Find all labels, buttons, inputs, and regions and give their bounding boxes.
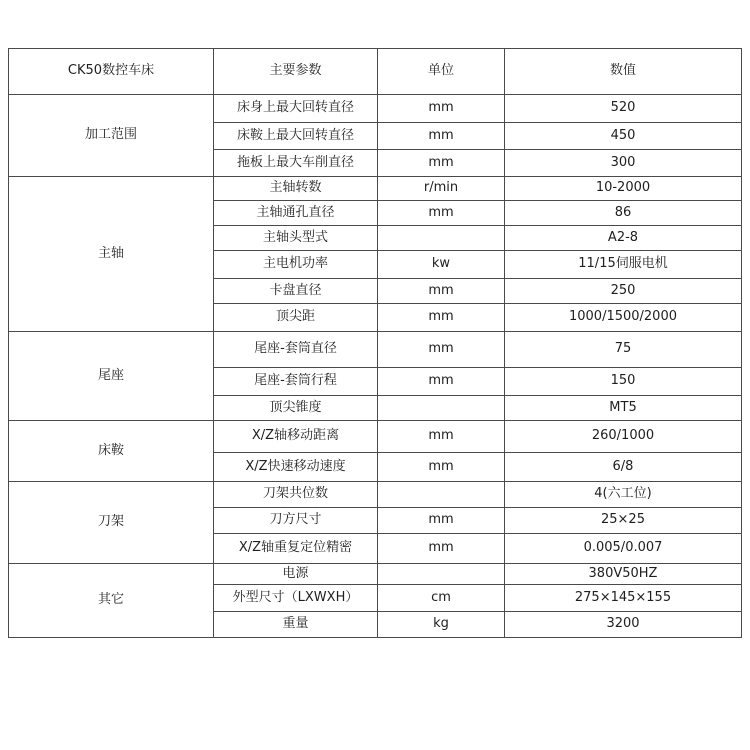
value-cell: 11/15伺服电机: [505, 251, 742, 279]
unit-cell: mm: [378, 279, 505, 304]
parameter-cell: 主轴头型式: [214, 226, 378, 251]
table-row: [9, 564, 742, 585]
unit-cell: mm: [378, 508, 505, 534]
unit-cell: mm: [378, 453, 505, 482]
unit-cell: kg: [378, 612, 505, 638]
header-machine-model: CK50数控车床: [9, 49, 214, 95]
value-cell: 380V50HZ: [505, 564, 742, 585]
value-cell: A2-8: [505, 226, 742, 251]
value-cell: 3200: [505, 612, 742, 638]
table-row: [9, 482, 742, 508]
header-value: 数值: [505, 49, 742, 95]
unit-cell: mm: [378, 368, 505, 396]
value-cell: 250: [505, 279, 742, 304]
value-cell: 450: [505, 123, 742, 150]
parameter-cell: X/Z轴移动距离: [214, 421, 378, 453]
unit-cell: [378, 564, 505, 585]
unit-cell: [378, 396, 505, 421]
value-cell: 6/8: [505, 453, 742, 482]
parameter-cell: 主轴转数: [214, 177, 378, 201]
parameter-cell: 顶尖距: [214, 304, 378, 332]
value-cell: 260/1000: [505, 421, 742, 453]
parameter-cell: 尾座-套筒直径: [214, 332, 378, 368]
value-cell: 275×145×155: [505, 585, 742, 612]
group-name-cell: 加工范围: [9, 95, 214, 177]
group-name-cell: 其它: [9, 564, 214, 638]
unit-cell: [378, 482, 505, 508]
parameter-cell: 重量: [214, 612, 378, 638]
parameter-cell: X/Z快速移动速度: [214, 453, 378, 482]
value-cell: 4(六工位): [505, 482, 742, 508]
group-name-cell: 主轴: [9, 177, 214, 332]
spec-table: [8, 48, 742, 638]
group-name-cell: 尾座: [9, 332, 214, 421]
parameter-cell: 电源: [214, 564, 378, 585]
header-unit: 单位: [378, 49, 505, 95]
table-row: [9, 95, 742, 123]
value-cell: 520: [505, 95, 742, 123]
table-row: [9, 421, 742, 453]
parameter-cell: 刀架共位数: [214, 482, 378, 508]
table-row: [9, 177, 742, 201]
parameter-cell: 床鞍上最大回转直径: [214, 123, 378, 150]
parameter-cell: 顶尖锥度: [214, 396, 378, 421]
unit-cell: mm: [378, 304, 505, 332]
value-cell: MT5: [505, 396, 742, 421]
spec-table-body: [9, 95, 742, 638]
parameter-cell: 主电机功率: [214, 251, 378, 279]
value-cell: 75: [505, 332, 742, 368]
unit-cell: kw: [378, 251, 505, 279]
parameter-cell: 卡盘直径: [214, 279, 378, 304]
table-header-row: [9, 49, 742, 95]
unit-cell: mm: [378, 123, 505, 150]
unit-cell: r/min: [378, 177, 505, 201]
parameter-cell: 拖板上最大车削直径: [214, 150, 378, 177]
parameter-cell: 刀方尺寸: [214, 508, 378, 534]
unit-cell: mm: [378, 534, 505, 564]
value-cell: 0.005/0.007: [505, 534, 742, 564]
value-cell: 1000/1500/2000: [505, 304, 742, 332]
table-row: [9, 332, 742, 368]
group-name-cell: 刀架: [9, 482, 214, 564]
header-parameter: 主要参数: [214, 49, 378, 95]
value-cell: 25×25: [505, 508, 742, 534]
unit-cell: [378, 226, 505, 251]
unit-cell: mm: [378, 95, 505, 123]
unit-cell: mm: [378, 201, 505, 226]
unit-cell: mm: [378, 421, 505, 453]
parameter-cell: 主轴通孔直径: [214, 201, 378, 226]
parameter-cell: 尾座-套筒行程: [214, 368, 378, 396]
value-cell: 150: [505, 368, 742, 396]
parameter-cell: X/Z轴重复定位精密: [214, 534, 378, 564]
value-cell: 10-2000: [505, 177, 742, 201]
group-name-cell: 床鞍: [9, 421, 214, 482]
unit-cell: cm: [378, 585, 505, 612]
parameter-cell: 床身上最大回转直径: [214, 95, 378, 123]
value-cell: 86: [505, 201, 742, 226]
value-cell: 300: [505, 150, 742, 177]
unit-cell: mm: [378, 150, 505, 177]
unit-cell: mm: [378, 332, 505, 368]
parameter-cell: 外型尺寸（LXWXH）: [214, 585, 378, 612]
